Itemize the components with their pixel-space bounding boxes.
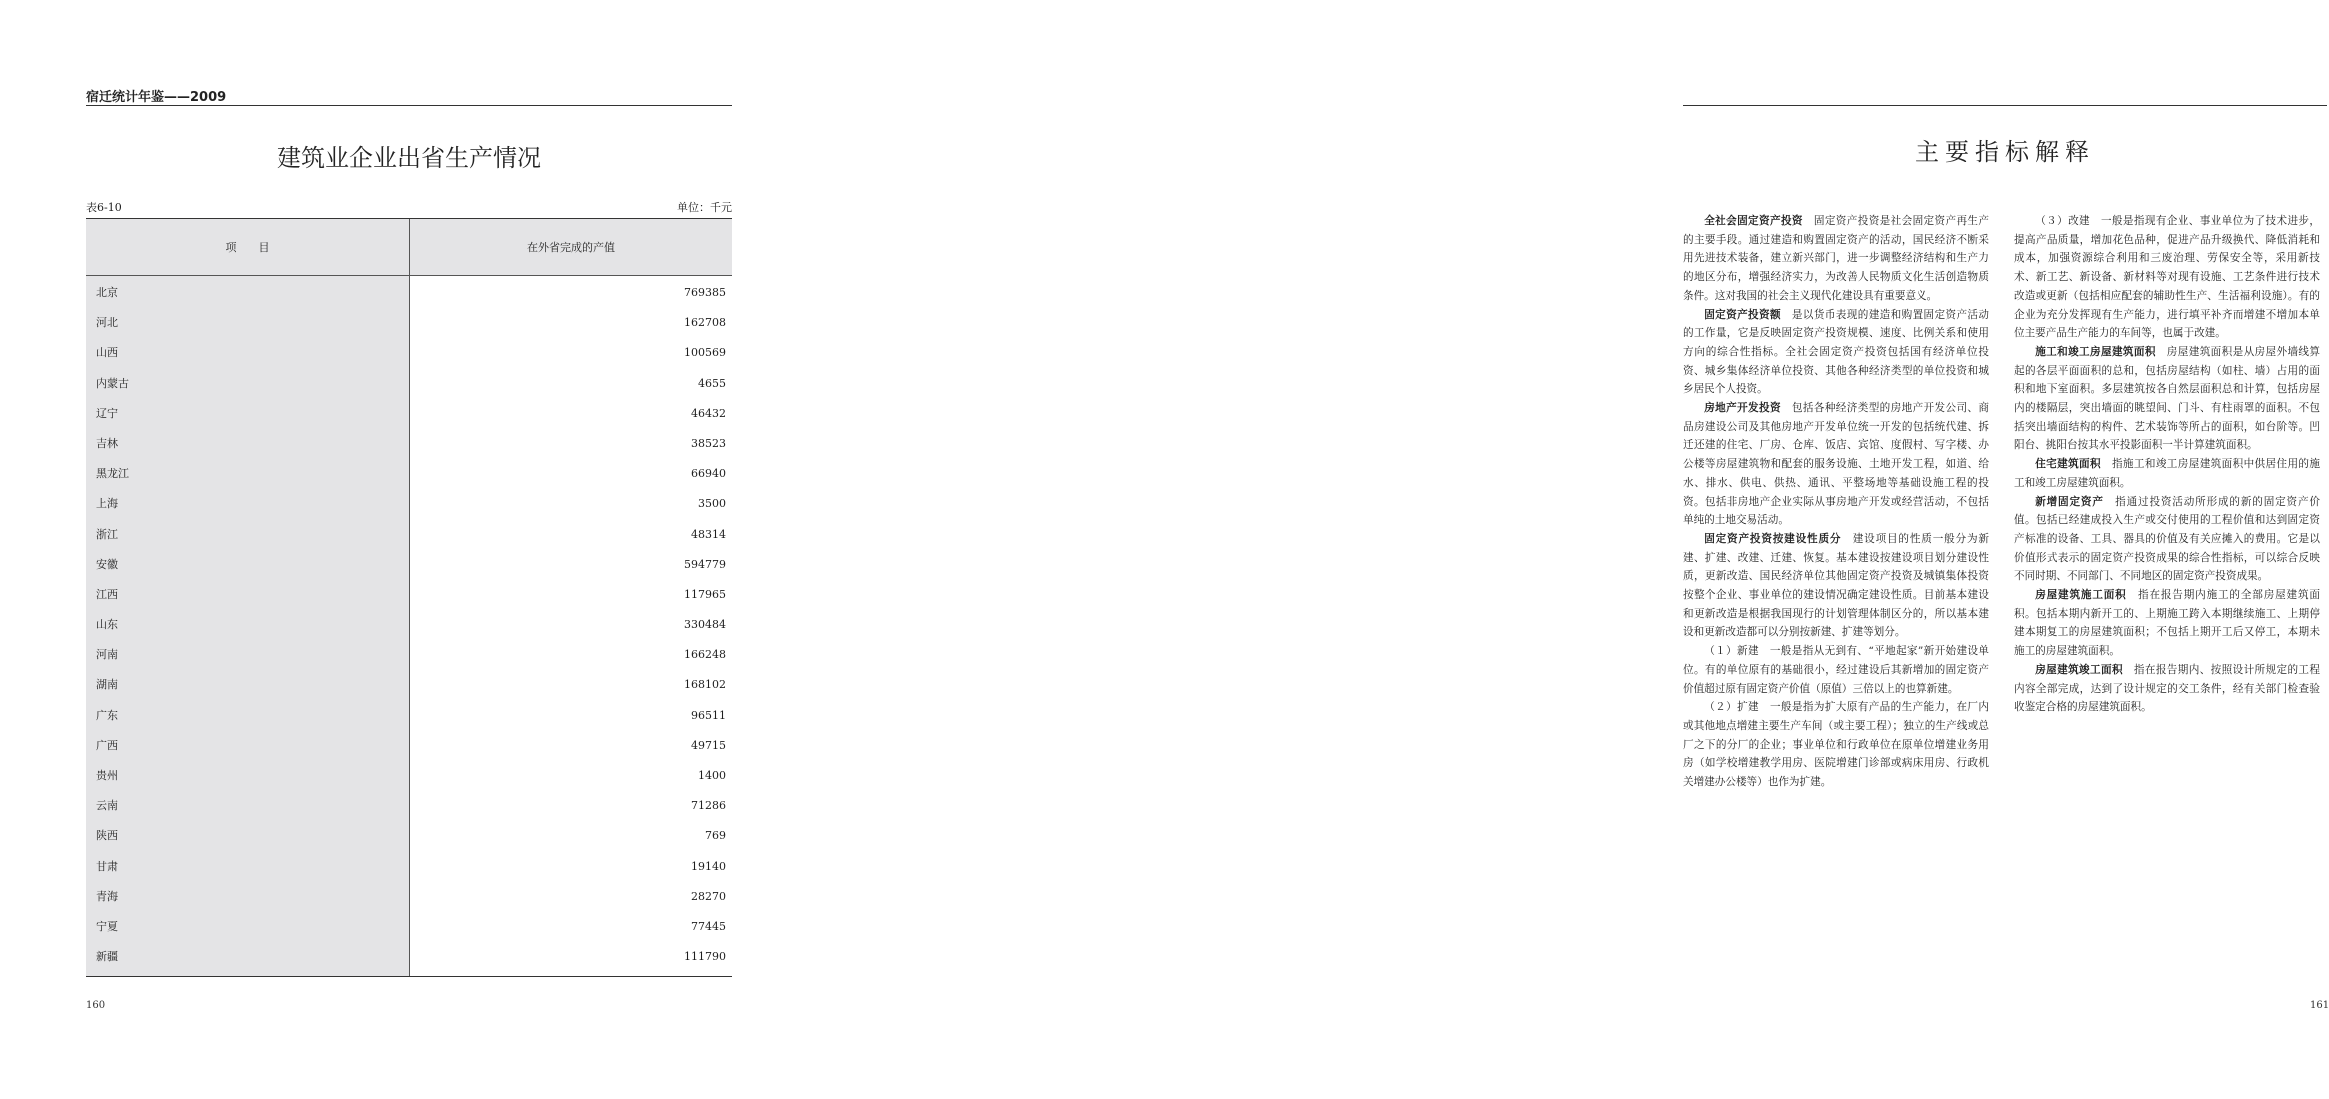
- term-label: 施工和竣工房屋建筑面积: [2035, 345, 2156, 358]
- output-value: 49715: [691, 738, 726, 752]
- definition-paragraph: [2014, 343, 2320, 455]
- term-label: 住宅建筑面积: [2035, 458, 2101, 471]
- definition-paragraph: [1683, 399, 1989, 530]
- province-column: [86, 276, 410, 976]
- output-value: 162708: [684, 316, 726, 330]
- output-value: 168102: [684, 678, 726, 692]
- output-value: 769385: [684, 286, 726, 299]
- table-number: 表6-10: [86, 201, 122, 214]
- left-page: [0, 0, 800, 1099]
- output-value: 769: [705, 829, 726, 843]
- output-value: 71286: [691, 799, 726, 813]
- term-label: 全社会固定资产投资: [1704, 215, 1803, 227]
- province-name: 河南: [96, 648, 118, 662]
- definition-paragraph: [2014, 212, 2320, 343]
- page-title: 建筑业企业出省生产情况: [277, 144, 541, 172]
- province-name: 贵州: [96, 769, 118, 782]
- output-value: 66940: [691, 467, 726, 481]
- right-page: [800, 0, 2329, 1099]
- output-value: 96511: [691, 708, 726, 722]
- province-name: 广西: [96, 738, 118, 752]
- definition-text: 固定资产投资是社会固定资产再生产的主要手段。通过建造和购置固定资产的活动，国民经济不断采用先进技术装备，建立新兴部门，进一步调整经济结构和生产力的地区分布，增强经济实力，为改善人民物质文化生活创造物质条件。这对我国的社会主义现代化建设具有重要意义。: [1683, 215, 1989, 302]
- province-name: 宁夏: [96, 919, 118, 933]
- province-name: 湖南: [96, 678, 118, 692]
- province-name: 内蒙古: [96, 376, 129, 390]
- output-value: 111790: [684, 950, 726, 964]
- output-value: 117965: [684, 587, 726, 601]
- province-name: 青海: [96, 889, 118, 903]
- definition-text: （２）扩建 一般是指为扩大原有产品的生产能力，在厂内或其他地点增建主要生产车间（或主要工程）；独立的生产线或总厂之下的分厂的企业；事业单位和行政单位在原单位增建业务用房（如学校增建教学用房、医院增建门诊部或病床用房、行政机关增建办公楼等）也作为扩建。: [1683, 701, 1989, 789]
- page-number: 160: [86, 1000, 106, 1011]
- province-name: 黑龙江: [96, 467, 129, 481]
- output-value: 100569: [684, 346, 726, 360]
- table-header: [86, 219, 732, 276]
- output-value: 19140: [691, 859, 726, 873]
- output-value: 3500: [698, 497, 726, 511]
- output-value: 166248: [684, 648, 726, 662]
- text-column-2: [2014, 212, 2320, 717]
- province-name: 江西: [96, 587, 118, 601]
- definition-text: （３）改建 一般是指现有企业、事业单位为了技术进步，提高产品质量，增加花色品种，促进产品升级换代、降低消耗和成本，加强资源综合利用和三废治理、劳保安全等，采用新技术、新工艺、新设备、新材料等对现有设施、工艺条件进行技术改造或更新（包括相应配套的辅助性生产、生活福利设施）。有的企业为充分发挥现有生产能力，进行填平补齐而增建不增加本单位主要产品生产能力的车间等，也属于改建。: [2014, 215, 2320, 340]
- province-name: 甘肃: [96, 859, 118, 873]
- definition-text: 指在报告期内施工的全部房屋建筑面积。包括本期内新开工的、上期施工跨入本期继续施工、上期停建本期复工的房屋建筑面积；不包括上期开工后又停工，本期未施工的房屋建筑面积。: [2014, 589, 2320, 658]
- term-label: 房地产开发投资: [1704, 402, 1781, 415]
- province-name: 山东: [96, 618, 118, 632]
- province-name: 云南: [96, 799, 118, 813]
- definition-text: （１）新建 一般是指从无到有、“平地起家”新开始建设单位。有的单位原有的基础很小，经过建设后其新增加的固定资产价值超过原有固定资产价值（原值）三倍以上的也算新建。: [1683, 645, 1989, 695]
- term-label: 房屋建筑施工面积: [2035, 589, 2127, 602]
- definition-paragraph: [2014, 493, 2320, 587]
- term-label: 固定资产投资额: [1704, 308, 1781, 321]
- output-table: [86, 218, 732, 977]
- term-label: 房屋建筑竣工面积: [2035, 663, 2123, 676]
- definition-text: 是以货币表现的建造和购置固定资产活动的工作量，它是反映固定资产投资规模、速度、比例关系和使用方向的综合性指标。全社会固定资产投资包括国有经济单位投资、城乡集体经济单位投资、其他各种经济类型的单位投资和城乡居民个人投资。: [1683, 308, 1989, 396]
- definition-paragraph: [2014, 661, 2320, 717]
- table-unit: 单位：千元: [677, 201, 732, 214]
- output-value: 330484: [684, 618, 726, 632]
- header-rule: [86, 105, 732, 106]
- province-name: 广东: [96, 708, 118, 722]
- output-value: 594779: [684, 557, 726, 571]
- province-name: 安徽: [96, 557, 118, 571]
- definition-text: 房屋建筑面积是从房屋外墙线算起的各层平面面积的总和，包括房屋结构（如柱、墙）占用的面积和地下室面积。多层建筑按各自然层面积总和计算，包括房屋内的楼隔层，突出墙面的眺望间、门斗、有柱雨罩的面积。不包括突出墙面结构的构件、艺术装饰等所占的面积，如台阶等。凹阳台、挑阳台按其水平投影面积一半计算建筑面积。: [2014, 345, 2320, 452]
- page-title: 主要指标解释: [1915, 138, 2095, 166]
- output-value: 38523: [691, 436, 726, 450]
- definition-text: 指通过投资活动所形成的新的固定资产价值。包括已经建成投入生产或交付使用的工程价值和达到固定资产标准的设备、工具、器具的价值及有关应摊入的费用。它是以价值形式表示的固定资产投资成果的综合性指标，可以综合反映不同时期、不同部门、不同地区的固定资产投资成果。: [2014, 495, 2321, 583]
- definition-paragraph: [1683, 306, 1989, 400]
- province-name: 浙江: [96, 527, 118, 541]
- output-value: 1400: [698, 769, 726, 782]
- province-name: 山西: [96, 346, 118, 360]
- output-value: 4655: [698, 376, 726, 390]
- definition-paragraph: [1683, 642, 1989, 698]
- province-name: 吉林: [96, 436, 118, 450]
- province-name: 河北: [96, 316, 118, 330]
- text-column-1: [1683, 212, 1989, 792]
- definition-paragraph: [2014, 586, 2320, 661]
- running-head: 宿迁统计年鉴——2009: [86, 90, 227, 105]
- page-number: 161: [2310, 1000, 2329, 1011]
- value-column: [410, 276, 732, 976]
- output-value: 77445: [691, 919, 726, 933]
- definition-text: 包括各种经济类型的房地产开发公司、商品房建设公司及其他房地产开发单位统一开发的包括统代建、拆迁还建的住宅、厂房、仓库、饭店、宾馆、度假村、写字楼、办公楼等房屋建筑物和配套的服务设施、土地开发工程，如道、给水、排水、供电、供热、通讯、平整场地等基础设施工程的投资。包括非房地产企业实际从事房地产开发或经营活动，不包括单纯的土地交易活动。: [1683, 402, 1989, 527]
- province-name: 辽宁: [96, 406, 118, 420]
- header-item: 项 目: [86, 219, 410, 275]
- header-value: 在外省完成的产值: [527, 241, 615, 254]
- province-name: 陕西: [96, 829, 118, 843]
- definition-text: 建设项目的性质一般分为新建、扩建、改建、迁建、恢复。基本建设按建设项目划分建设性质，更新改造、国民经济单位其他固定资产投资及城镇集体投资按整个企业、事业单位的建设情况确定建设性质。目前基本建设和更新改造是根据我国现行的计划管理体制区分的，所以基本建设和更新改造都可以分别按新建、扩建等划分。: [1683, 532, 1989, 639]
- definition-paragraph: [1683, 698, 1989, 792]
- province-name: 北京: [96, 286, 118, 299]
- term-label: 固定资产投资按建设性质分: [1704, 532, 1842, 545]
- definition-paragraph: [1683, 530, 1989, 642]
- header-rule: [1683, 105, 2327, 106]
- output-value: 28270: [691, 889, 726, 903]
- output-value: 48314: [691, 527, 726, 541]
- table-body: [86, 276, 732, 976]
- term-label: 新增固定资产: [2035, 495, 2104, 508]
- definition-text: 指在报告期内、按照设计所规定的工程内容全部完成，达到了设计规定的交工条件，经有关部门检查验收鉴定合格的房屋建筑面积。: [2014, 663, 2320, 714]
- province-name: 新疆: [96, 950, 118, 964]
- province-name: 上海: [96, 497, 118, 511]
- definition-text: 指施工和竣工房屋建筑面积中供居住用的施工和竣工房屋建筑面积。: [2014, 458, 2320, 489]
- definition-paragraph: [1683, 212, 1989, 306]
- output-value: 46432: [691, 406, 726, 420]
- definition-paragraph: [2014, 455, 2320, 492]
